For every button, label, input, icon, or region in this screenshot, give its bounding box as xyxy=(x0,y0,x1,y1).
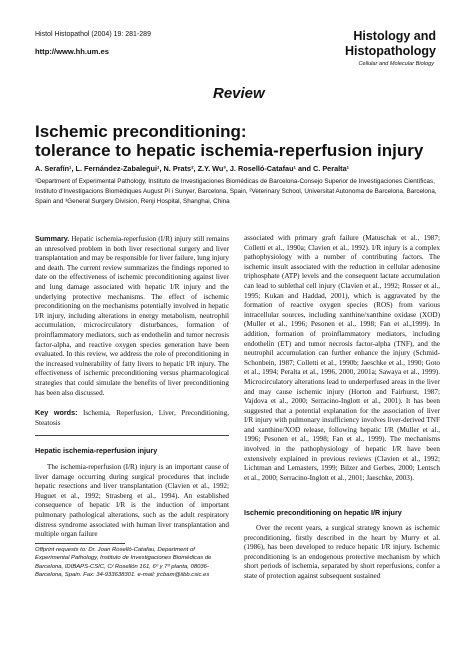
keywords-text: Ischemia, Reperfusion, Liver, Preconditioning, Steatosis xyxy=(35,409,229,427)
article-title-line1: Ischemic preconditioning: xyxy=(35,122,247,141)
journal-url[interactable]: http://www.hh.um.es xyxy=(35,47,109,56)
abstract-text: Hepatic ischemia-reperfusion (I/R) injury still remains an unresolved problem in both liver resectional surgery and liver transplantation and may be responsible for liver failure, lung injury and death. The current review summarizes the findings reported to date on the effectiveness of ischemic preconditioning against liver and lung damage associated with hepatic I/R injury and the underlying protective mechanisms. The effect of ischemic preconditioning on the mechanisms potentially involved in hepatic I/R injury, including alterations in energy metabolism, neutrophil accumulation, microcirculatory disturbances, formation of proinflammatory mediators, such as endothelin and tumor necrosis factor-alpha, and reactive oxygen species generation have been evaluated. In this review, we address the role of preconditioning in the increased vulnerability of fatty livers to hepatic I/R injury. The effectiveness of ischemic preconditioning versus pharmacological strategies that could simulate the benefits of liver preconditioning has been also discussed. xyxy=(35,235,229,397)
journal-title-line2: Histopathology xyxy=(345,44,436,58)
keywords-label: Key words: xyxy=(35,408,78,417)
keywords xyxy=(35,408,229,428)
section-heading: Hepatic ischemia-reperfusion injury xyxy=(35,446,158,455)
article-title-line2: tolerance to hepatic ischemia-reperfusion injury xyxy=(35,141,424,160)
body-paragraph-right-2: Over the recent years, a surgical strategy known as ischemic preconditioning, firstly described in the heart by Murry et al. (1986), has been developed to reduce hepatic I/R injury. Ischemic preconditioning is an endogenous protective mechanism by which short periods of ischemia, separated by short reperfusions, confer a state of protection against subsequent sustained xyxy=(244,524,440,580)
section-heading-2: Ischemic preconditioning on hepatic I/R injury xyxy=(244,508,402,517)
article-title xyxy=(35,122,455,160)
offprint-footnote: Offprint requests to: Dr. Joan Roselló-Catafau, Department of Experimental Pathology, Instituto de Investigaciones Biomédicas de Barcelona, IDIBAPS-CSIC, C/ Rosellón 161, 6º y 7º planta, 08036-Barcelona, Spain. Fax: 34-933638301. e-mail: jrcbam@iibb.csic.es xyxy=(35,547,212,579)
journal-citation: Histol Histopathol (2004) 19: 281-289 xyxy=(35,31,151,38)
abstract xyxy=(35,234,229,398)
footnote-divider xyxy=(35,543,125,544)
abstract-label: Summary. xyxy=(35,234,70,243)
divider xyxy=(35,435,229,436)
journal-title xyxy=(345,29,436,59)
journal-title-line1: Histology and xyxy=(353,29,436,43)
author-list: A. Serafín¹, L. Fernández-Zabalegui¹, N. Prats², Z.Y. Wu³, J. Roselló-Catafau¹ and C. Peralta¹ xyxy=(35,164,350,173)
journal-subtitle: Cellular and Molecular Biology xyxy=(358,61,434,67)
body-paragraph: The ischemia-reperfusion (I/R) injury is an important cause of liver damage occurring during surgical procedures that include hepatic resections and liver transplantation (Clavien et al., 1992; Huguet et al., 1992; Strasberg et al., 1994). An established consequence of hepatic I/R is the induction of important pulmonary pathological alterations, such as the adult respiratory distress syndrome associated with human liver transplantation and multiple organ failure xyxy=(35,463,229,539)
affiliations: ¹Department of Experimental Pathology, Instituto de Investigaciones Biomédicas de Barcelona-Consejo Superior de Investigaciones Científicas, Instituto d'Investigacions Biomèdiques August Pi i Sunyer, Barcelona, Spain, ²Veterinary School, Universitat Autonoma de Barcelona, Barcelona, Spain and ³General Surgery Division, Renji Hospital, Shanghai, China xyxy=(35,178,437,205)
body-paragraph-right: associated with primary graft failure (Matuschak et al., 1987; Colletti et al., 1990a; Clavien et al., 1992). I/R injury is a complex pathophysiology with a number of contributing factors. The ischemic insult associated with the reduction in cellular adenosine triphosphate (ATP) levels and the consequent lactate accumulation can lead to sublethal cell injury (Clavien et al., 1992; Rosser et al., 1995; Kukan and Haddad, 2001), which is aggravated by the formation of reactive oxygen species (ROS) from various intracellular sources, including xanthine/xanthine oxidase (XOD) (Muller et al., 1996; Pesonen et al., 1998; Fan et al.,1999). In addition, formation of proinflammatory mediators, including endothelin (ET) and tumor necrosis factor-alpha (TNF), and the neutrophil accumulation can further enhance the injury (Schmid-Schonbein, 1987; Colletti et al., 1990b; Jaeschke et al., 1990; Goto et al., 1994; Peralta et al., 1996, 2000, 2001a; Sawaya et al., 1999). Microcirculatory alterations lead to underperfused areas in the liver and may cause ischemic injury (Horton and Fairhurst, 1987; Vajdova et al., 2000; Serracino-Inglott et al., 2001). It has been suggested that a potential explanation for the association of liver I/R injury with pulmonary insufficiency involves liver-derived TNF and xanthine/XOD release, following hepatic I/R (Muller et al., 1996; Pesonen et al., 1998; Fan et al., 1999). The mechanisms involved in the pathophysiology of hepatic I/R have been extensively explained in previous reviews (Clavien et al., 1992; Lichtman and Lemasters, 1999; Bilzer and Gerbes, 2000; Lentsch et al., 2000; Serracino-Inglott et al., 2001; Jaeschke, 2003). xyxy=(244,234,440,482)
section-label: Review xyxy=(213,85,265,102)
